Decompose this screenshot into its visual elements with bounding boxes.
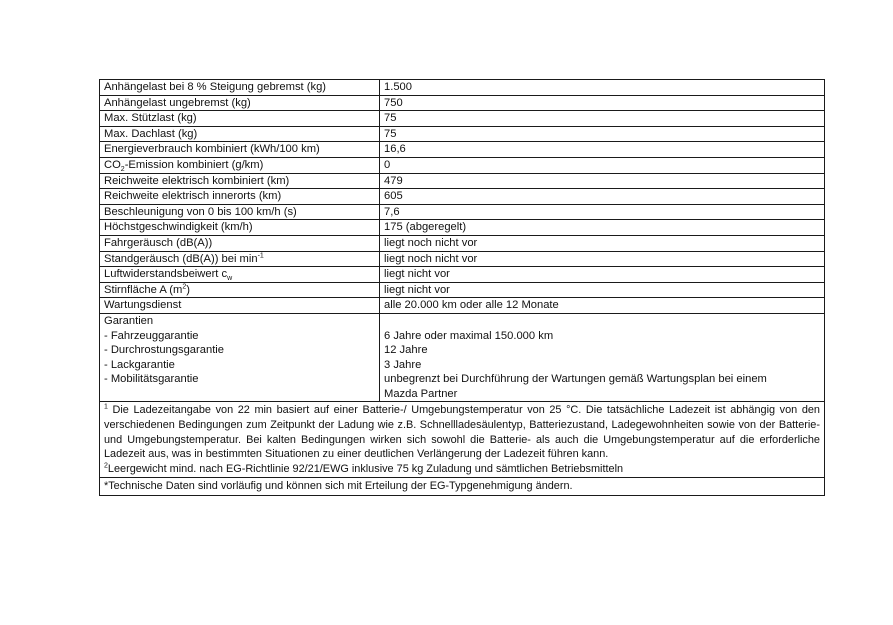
warranty-label: - Fahrzeuggarantie xyxy=(104,329,199,342)
row-value: liegt noch nicht vor xyxy=(380,235,825,251)
warranty-value: Mazda Partner xyxy=(384,387,458,400)
warranty-label: - Lackgarantie xyxy=(104,358,175,371)
row-value: 75 xyxy=(380,111,825,127)
row-value: 175 (abgeregelt) xyxy=(380,220,825,236)
superscript: 2 xyxy=(182,282,187,290)
table-row xyxy=(100,80,825,96)
disclaimer: *Technische Daten sind vorläufig und können sich mit Erteilung der EG-Typgenehmigung ändern. xyxy=(100,478,825,496)
table-row xyxy=(100,298,825,314)
row-label: Max. Stützlast (kg) xyxy=(100,111,380,127)
label-text: CO xyxy=(104,158,121,171)
row-label xyxy=(100,282,380,298)
warranty-row xyxy=(100,313,825,402)
warranty-labels xyxy=(100,313,380,402)
label-text: Standgeräusch (dB(A)) bei min xyxy=(104,252,258,265)
footnotes-cell xyxy=(100,402,825,478)
disclaimer-row xyxy=(100,478,825,496)
table-row xyxy=(100,142,825,158)
label-text: Luftwiderstandsbeiwert c xyxy=(104,268,228,281)
row-label: Höchstgeschwindigkeit (km/h) xyxy=(100,220,380,236)
warranty-value: 6 Jahre oder maximal 150.000 km xyxy=(384,329,554,342)
row-value: alle 20.000 km oder alle 12 Monate xyxy=(380,298,825,314)
warranty-label: - Durchrostungsgarantie xyxy=(104,344,225,357)
footnote-2 xyxy=(104,462,820,477)
row-value: 75 xyxy=(380,126,825,142)
row-value: liegt noch nicht vor xyxy=(380,251,825,267)
label-text: ) xyxy=(186,283,190,296)
table-row xyxy=(100,204,825,220)
row-label xyxy=(100,251,380,267)
row-value: 7,6 xyxy=(380,204,825,220)
footnote-text: Die Ladezeitangabe von 22 min basiert auf einer Batterie-/ Umgebungstemperatur von 25 °C. Die tatsächliche Ladezeit ist abhängig von den verschiedenen Bedingungen zum Zeitpunkt der Ladung wie z.B. Schnellladesäulentyp, Batteriezustand, Ladegewohnheiten sowie von der Batterie- und Umgebungstemperatur. Bei kalten Bedingungen wirken sich sowohl die Batterie- als auch die Umgebungstemperatur auf die erforderliche Ladezeit aus, was in bestimmten Situationen zu einer deutlichen Verlängerung der Ladezeit führen kann. xyxy=(104,404,820,461)
warranty-title: Garantien xyxy=(104,314,154,327)
row-label: Fahrgeräusch (dB(A)) xyxy=(100,235,380,251)
footnote-mark: 1 xyxy=(104,403,108,411)
label-text: Stirnfläche A (m xyxy=(104,283,183,296)
row-label: Anhängelast ungebremst (kg) xyxy=(100,95,380,111)
row-value: liegt nicht vor xyxy=(380,282,825,298)
technical-data-table xyxy=(99,79,825,496)
row-value: 605 xyxy=(380,189,825,205)
row-label: Reichweite elektrisch kombiniert (km) xyxy=(100,173,380,189)
row-label xyxy=(100,157,380,173)
footnote-mark: 2 xyxy=(104,462,108,470)
subscript: 2 xyxy=(120,166,125,174)
table-row xyxy=(100,173,825,189)
row-value: 479 xyxy=(380,173,825,189)
table-row xyxy=(100,220,825,236)
spec-sheet xyxy=(99,79,824,496)
row-value: 750 xyxy=(380,95,825,111)
superscript: -1 xyxy=(257,251,264,259)
table-row xyxy=(100,95,825,111)
table-row xyxy=(100,126,825,142)
table-row xyxy=(100,157,825,173)
row-label: Wartungsdienst xyxy=(100,298,380,314)
subscript: w xyxy=(227,275,233,283)
table-row xyxy=(100,235,825,251)
row-label: Anhängelast bei 8 % Steigung gebremst (kg) xyxy=(100,80,380,96)
table-row xyxy=(100,111,825,127)
warranty-value: 3 Jahre xyxy=(384,358,422,371)
table-row xyxy=(100,267,825,283)
table-row xyxy=(100,282,825,298)
footnote-text: Leergewicht mind. nach EG-Richtlinie 92/21/EWG inklusive 75 kg Zuladung und sämtlichen Betriebsmitteln xyxy=(107,462,624,475)
row-value: 16,6 xyxy=(380,142,825,158)
table-row xyxy=(100,251,825,267)
warranty-values xyxy=(380,313,825,402)
warranty-value: unbegrenzt bei Durchführung der Wartungen gemäß Wartungsplan bei einem xyxy=(384,373,767,386)
row-value: 0 xyxy=(380,157,825,173)
footnote-1 xyxy=(104,403,820,461)
warranty-label: - Mobilitätsgarantie xyxy=(104,373,199,386)
warranty-value: 12 Jahre xyxy=(384,344,428,357)
label-text: -Emission kombiniert (g/km) xyxy=(124,158,264,171)
footnotes-row xyxy=(100,402,825,478)
row-value: liegt nicht vor xyxy=(380,267,825,283)
table-row xyxy=(100,189,825,205)
row-label xyxy=(100,267,380,283)
row-label: Max. Dachlast (kg) xyxy=(100,126,380,142)
row-value: 1.500 xyxy=(380,80,825,96)
row-label: Reichweite elektrisch innerorts (km) xyxy=(100,189,380,205)
row-label: Beschleunigung von 0 bis 100 km/h (s) xyxy=(100,204,380,220)
row-label: Energieverbrauch kombiniert (kWh/100 km) xyxy=(100,142,380,158)
